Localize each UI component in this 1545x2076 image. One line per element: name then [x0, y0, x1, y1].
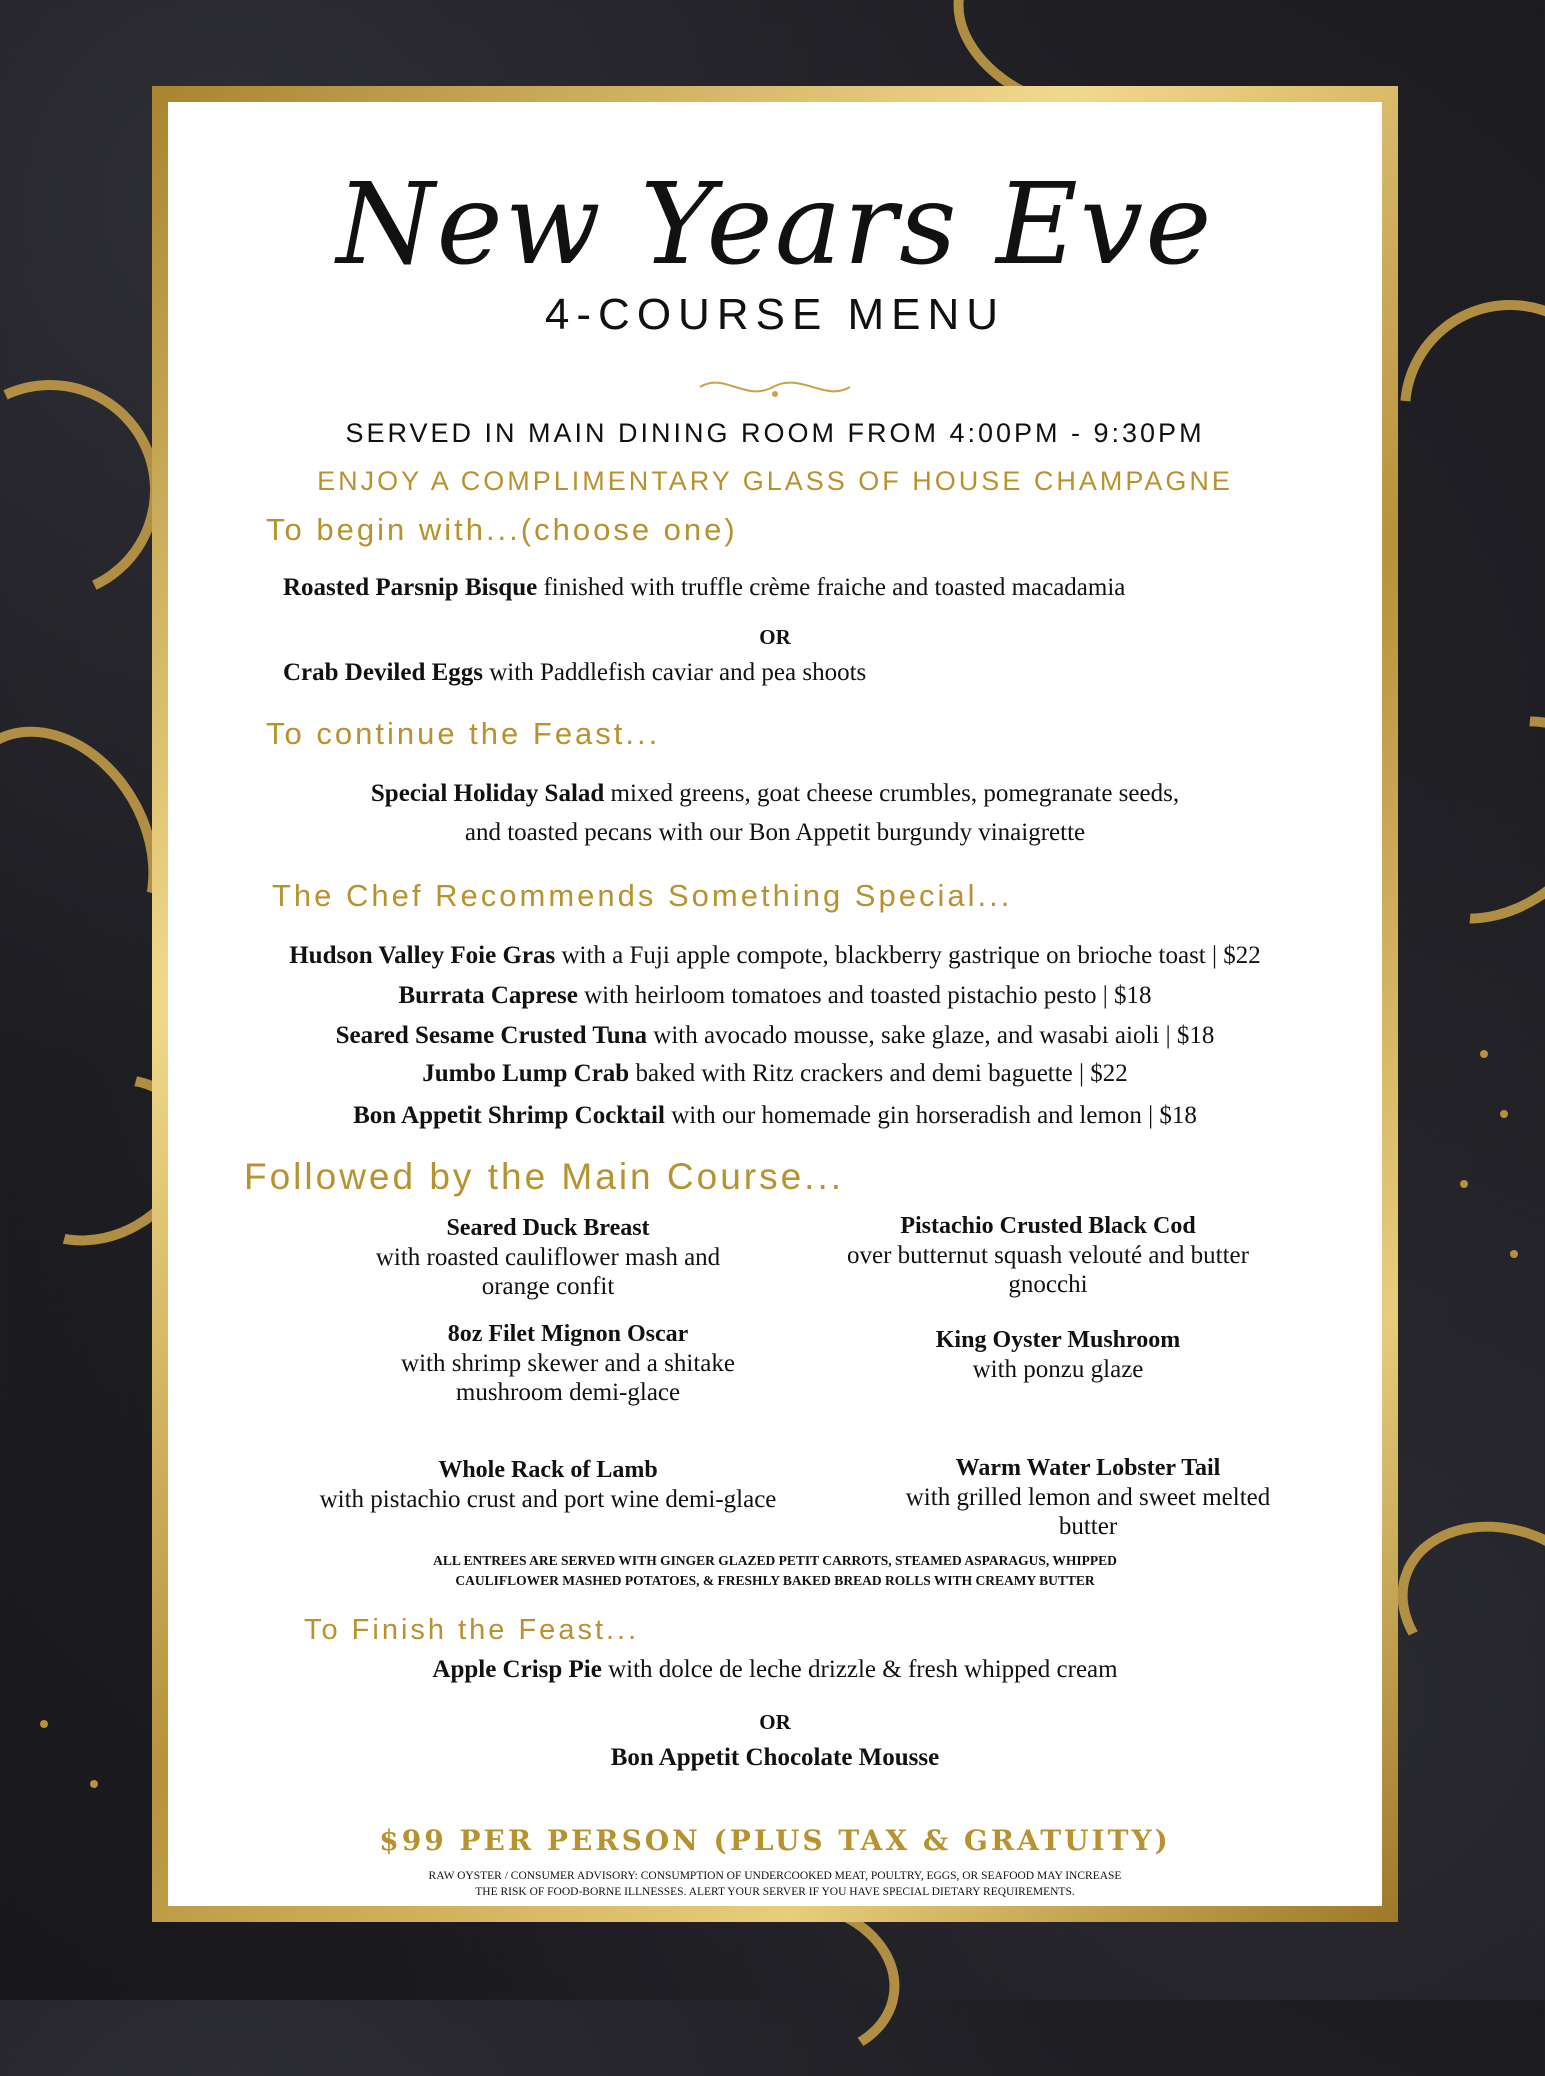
entree-item	[808, 1212, 1288, 1299]
menu-item	[168, 1656, 1382, 1684]
menu-subtitle: 4-COURSE MENU	[544, 290, 1006, 339]
item-description: with our homemade gin horseradish and lemon | $18	[664, 1102, 1197, 1129]
gold-ribbon-decoration	[1373, 1493, 1545, 1728]
item-name: Crab Deviled Eggs	[283, 659, 483, 686]
item-name: Apple Crisp Pie	[432, 1656, 602, 1683]
item-name: Roasted Parsnip Bisque	[283, 574, 538, 601]
item-name: Seared Sesame Crusted Tuna	[335, 1022, 648, 1049]
section-heading-main: Followed by the Main Course...	[244, 1156, 845, 1197]
menu-item	[168, 1102, 1382, 1130]
consumer-advisory: RAW OYSTER / CONSUMER ADVISORY: CONSUMPTION OF UNDERCOOKED MEAT, POULTRY, EGGS, OR SEAFOOD MAY INCREASE THE RISK OF FOOD-BORNE ILLNESSES. ALERT YOUR SERVER IF YOU HAVE SPECIAL DIETARY REQUIREMENTS.	[428, 1870, 1122, 1898]
item-description: with heirloom tomatoes and toasted pistachio pesto | $18	[577, 982, 1152, 1009]
menu-item	[168, 780, 1382, 808]
gold-bead-decoration	[1510, 1250, 1518, 1258]
item-name: Burrata Caprese	[398, 982, 578, 1009]
entree-sides-note: ALL ENTREES ARE SERVED WITH GINGER GLAZED PETIT CARROTS, STEAMED ASPARAGUS, WHIPPED CAULIFLOWER MASHED POTATOES, & FRESHLY BAKED BREAD ROLLS WITH CREAMY BUTTER	[433, 1553, 1117, 1588]
gold-frame	[152, 86, 1398, 1922]
menu-item	[283, 659, 866, 687]
menu-item	[283, 574, 1125, 602]
entree-title: Pistachio Crusted Black Cod	[900, 1213, 1196, 1239]
item-description-continued: and toasted pecans with our Bon Appetit burgundy vinaigrette	[464, 819, 1086, 846]
price-per-person: $99 PER PERSON (PLUS TAX & GRATUITY)	[379, 1824, 1171, 1857]
gold-bead-decoration	[1460, 1180, 1468, 1188]
item-description: with Paddlefish caviar and pea shoots	[483, 659, 867, 686]
item-description: with avocado mousse, sake glaze, and wasabi aioli | $18	[647, 1022, 1215, 1049]
menu-item	[168, 942, 1382, 970]
menu-item	[168, 1022, 1382, 1050]
or-divider: OR	[759, 625, 791, 649]
section-heading-continue: To continue the Feast...	[266, 716, 661, 751]
item-name: Hudson Valley Foie Gras	[289, 942, 556, 969]
entree-title: Whole Rack of Lamb	[438, 1457, 658, 1483]
item-description: baked with Ritz crackers and demi baguette | $22	[629, 1060, 1128, 1087]
entree-description: with shrimp skewer and a shitake mushroom demi-glace	[401, 1350, 735, 1406]
item-description: with dolce de leche drizzle & fresh whipped cream	[601, 1656, 1118, 1683]
or-divider: OR	[759, 1710, 791, 1734]
entree-item	[268, 1456, 828, 1514]
entree-title: Seared Duck Breast	[446, 1215, 650, 1241]
entree-title: King Oyster Mushroom	[935, 1327, 1181, 1353]
menu-item	[168, 1744, 1382, 1772]
entree-title: Warm Water Lobster Tail	[955, 1455, 1221, 1481]
entree-title: 8oz Filet Mignon Oscar	[447, 1321, 689, 1347]
entree-description: with pistachio crust and port wine demi-glace	[319, 1486, 777, 1513]
section-heading-finish: To Finish the Feast...	[304, 1614, 640, 1646]
champagne-note: ENJOY A COMPLIMENTARY GLASS OF HOUSE CHAMPAGNE	[317, 466, 1233, 496]
entree-description: with ponzu glaze	[972, 1356, 1144, 1383]
flourish-ornament-icon	[168, 372, 1382, 407]
item-name: Jumbo Lump Crab	[422, 1060, 630, 1087]
entree-description: over butternut squash velouté and butter gnocchi	[847, 1242, 1249, 1298]
entree-item	[878, 1454, 1298, 1541]
item-name: Special Holiday Salad	[370, 780, 605, 807]
gold-bead-decoration	[90, 1780, 98, 1788]
menu-item	[168, 982, 1382, 1010]
served-hours: SERVED IN MAIN DINING ROOM FROM 4:00PM - 9:30PM	[345, 418, 1205, 448]
entree-description: with grilled lemon and sweet melted butter	[905, 1484, 1271, 1540]
gold-bead-decoration	[40, 1720, 48, 1728]
item-name: Bon Appetit Shrimp Cocktail	[353, 1102, 665, 1129]
menu-title: New Years Eve	[336, 160, 1214, 290]
item-description: with a Fuji apple compote, blackberry gastrique on brioche toast | $22	[555, 942, 1261, 969]
menu-item	[168, 1060, 1382, 1088]
menu-card	[168, 102, 1382, 1906]
section-heading-begin: To begin with...(choose one)	[266, 512, 738, 547]
gold-bead-decoration	[1500, 1110, 1508, 1118]
entree-description: with roasted cauliflower mash and orange confit	[375, 1244, 721, 1300]
entree-item	[348, 1214, 748, 1301]
gold-bead-decoration	[1480, 1050, 1488, 1058]
item-name: Bon Appetit Chocolate Mousse	[610, 1744, 940, 1771]
item-description: finished with truffle crème fraiche and toasted macadamia	[537, 574, 1126, 601]
entree-item	[368, 1320, 768, 1407]
section-heading-chef: The Chef Recommends Something Special...	[272, 878, 1013, 913]
entree-item	[908, 1326, 1208, 1384]
item-description: mixed greens, goat cheese crumbles, pomegranate seeds,	[604, 780, 1180, 807]
